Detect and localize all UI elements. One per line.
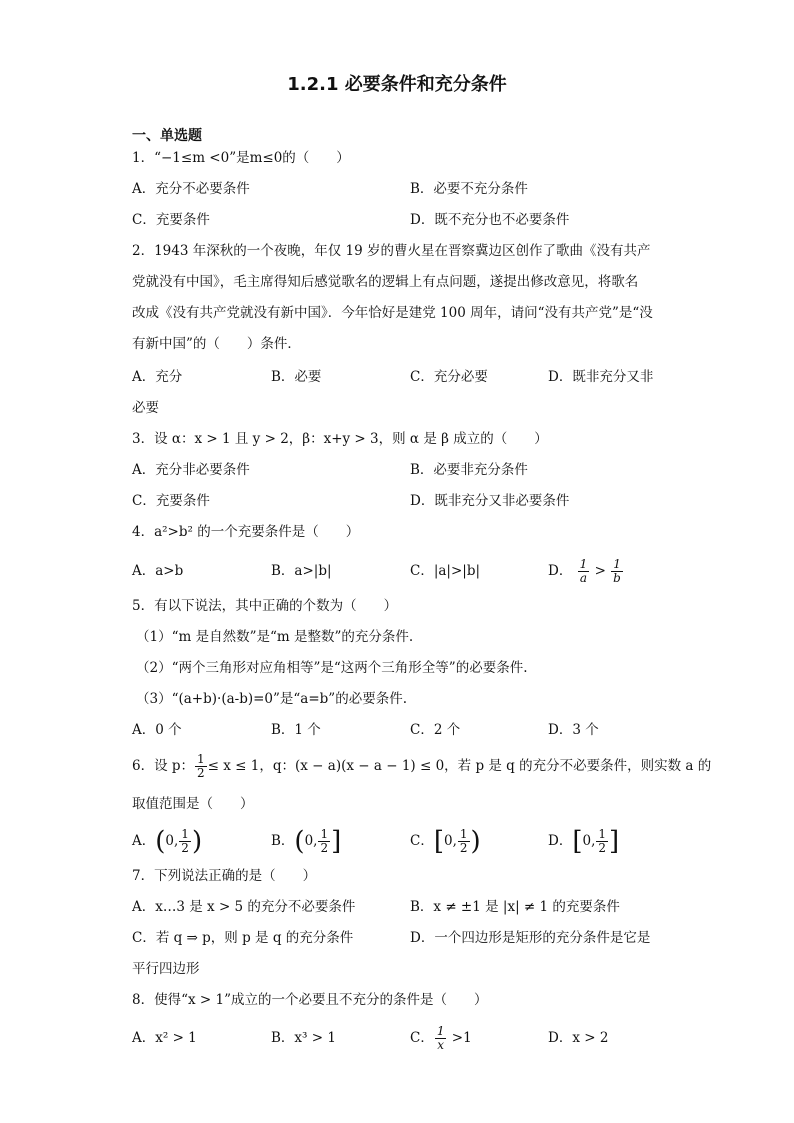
q6-option-c <box>410 822 481 861</box>
fraction <box>578 558 590 585</box>
question-2-line-1: 2．1943 年深秋的一个夜晚，年仅 19 岁的曹火星在晋察冀边区创作了歌曲《没有共产 <box>132 243 651 259</box>
q8-option-b: B．x³ > 1 <box>271 1030 336 1046</box>
question-3-stem: 3．设 α：x > 1 且 y > 2，β：x+y > 3，则 α 是 β 成立的（ ） <box>132 431 548 447</box>
question-6-stem <box>132 747 711 785</box>
option-label: D． <box>548 833 573 849</box>
question-6-line-2: 取值范围是（ ） <box>132 796 254 812</box>
bracket: [ <box>572 826 583 857</box>
q5-statement-3: （3）“(a+b)·(a-b)=0”是“a=b”的必要条件. <box>136 691 408 707</box>
q1-option-b: B．必要不充分条件 <box>410 181 528 197</box>
question-1-stem: 1．“−1≤m <0”是m≤0的（ ） <box>132 150 350 166</box>
q8-option-c <box>410 1019 472 1057</box>
q7-option-c: C．若 q ⇒ p，则 p 是 q 的充分条件 <box>132 930 354 946</box>
fraction <box>435 1025 447 1052</box>
option-label: C． <box>410 833 434 849</box>
q1-option-a: A．充分不必要条件 <box>132 181 250 197</box>
bracket: ( <box>294 826 305 857</box>
q1-option-c: C．充要条件 <box>132 212 210 228</box>
q5-statement-2: （2）“两个三角形对应角相等”是“这两个三角形全等”的必要条件. <box>136 660 528 676</box>
q8-option-a: A．x² > 1 <box>132 1030 197 1046</box>
fraction-numerator: 1 <box>598 827 607 841</box>
question-2-line-2: 党就没有中国》，毛主席得知后感觉歌名的逻辑上有点问题，遂提出修改意见，将歌名 <box>132 274 639 290</box>
question-7-stem: 7．下列说法正确的是（ ） <box>132 868 317 884</box>
q4-option-a: A．a>b <box>132 563 184 579</box>
fraction <box>611 558 623 585</box>
fraction <box>195 753 207 780</box>
bracket: ) <box>191 826 203 857</box>
q5-option-d: D．3 个 <box>548 722 599 738</box>
bracket: ) <box>470 826 481 857</box>
bracket: ] <box>609 826 620 857</box>
section-heading: 一、单选题 <box>132 128 202 144</box>
comparison: >1 <box>447 1030 472 1046</box>
q2-option-a: A．充分 <box>132 369 183 385</box>
q7-option-d-continued: 平行四边形 <box>132 961 200 977</box>
greater-than: > <box>594 563 606 579</box>
q3-option-b: B．必要非充分条件 <box>410 462 528 478</box>
option-label: C． <box>410 1030 434 1046</box>
fraction <box>596 828 608 855</box>
q4-option-c: C．|a|>|b| <box>410 563 481 579</box>
q3-option-c: C．充要条件 <box>132 493 210 509</box>
q8-option-d: D．x > 2 <box>548 1030 609 1046</box>
q6-option-b <box>271 822 341 861</box>
q2-option-b: B．必要 <box>271 369 322 385</box>
fraction-numerator: 1 <box>181 827 189 841</box>
q7-option-b: B．x ≠ ±1 是 |x| ≠ 1 的充要条件 <box>410 899 620 915</box>
fraction-numerator: 1 <box>436 1024 445 1038</box>
q3-option-a: A．充分非必要条件 <box>132 462 250 478</box>
q7-option-a: A．x…3 是 x > 5 的充分不必要条件 <box>132 899 356 915</box>
fraction-denominator: 2 <box>197 766 205 780</box>
q5-option-b: B．1 个 <box>271 722 321 738</box>
fraction <box>318 828 330 855</box>
question-8-stem: 8．使得“x > 1”成立的一个必要且不充分的条件是（ ） <box>132 992 488 1008</box>
q4-option-b: B．a>|b| <box>271 563 332 579</box>
q6-stem-rest: ≤ x ≤ 1，q：(x − a)(x − a − 1) ≤ 0，若 p 是 q 的充分不必要条件，则实数 a 的 <box>207 758 712 774</box>
fraction-denominator: 2 <box>320 841 329 855</box>
fraction <box>458 828 470 855</box>
q2-option-c: C．充分必要 <box>410 369 488 385</box>
q4-option-d <box>548 552 624 590</box>
question-5-stem: 5．有以下说法，其中正确的个数为（ ） <box>132 598 398 614</box>
question-4-stem: 4．a²>b² 的一个充要条件是（ ） <box>132 524 360 540</box>
q6-option-a <box>132 822 202 861</box>
bracket: [ <box>433 826 444 857</box>
fraction-denominator: a <box>579 571 588 585</box>
interval-start: 0, <box>582 833 596 849</box>
q4-option-d-label: D． <box>548 563 573 579</box>
fraction-numerator: 1 <box>613 557 621 571</box>
fraction-denominator: 2 <box>459 841 468 855</box>
question-2-line-3: 改成《没有共产党就没有新中国》．今年恰好是建党 100 周年，请问“没有共产党”是“没 <box>132 305 653 321</box>
fraction-numerator: 1 <box>197 752 205 766</box>
interval-start: 0, <box>304 833 318 849</box>
interval-start: 0, <box>165 833 179 849</box>
page-title: 1.2.1 必要条件和充分条件 <box>287 74 507 95</box>
q1-option-d: D．既不充分也不必要条件 <box>410 212 570 228</box>
bracket: ] <box>331 826 342 857</box>
question-2-line-4: 有新中国”的（ ）条件． <box>132 336 301 352</box>
bracket: ( <box>155 826 166 857</box>
fraction-numerator: 1 <box>320 827 329 841</box>
option-label: B． <box>271 833 295 849</box>
q6-stem-start: 6．设 p： <box>132 758 195 774</box>
q5-option-a: A．0 个 <box>132 722 182 738</box>
q2-option-d: D．既非充分又非 <box>548 369 654 385</box>
fraction-numerator: 1 <box>579 557 588 571</box>
q5-option-c: C．2 个 <box>410 722 461 738</box>
fraction-denominator: 2 <box>598 841 607 855</box>
q5-statement-1: （1）“m 是自然数”是“m 是整数”的充分条件. <box>136 629 414 645</box>
fraction-numerator: 1 <box>459 827 468 841</box>
q7-option-d: D．一个四边形是矩形的充分条件是它是 <box>410 930 651 946</box>
q3-option-d: D．既非充分又非必要条件 <box>410 493 570 509</box>
interval-start: 0, <box>444 833 457 849</box>
fraction <box>179 828 191 855</box>
fraction-denominator: b <box>613 571 621 585</box>
option-label: A． <box>132 833 156 849</box>
fraction-denominator: x <box>437 1038 445 1052</box>
q2-option-d-continued: 必要 <box>132 400 159 416</box>
q6-option-d <box>548 822 619 861</box>
fraction-denominator: 2 <box>181 841 189 855</box>
